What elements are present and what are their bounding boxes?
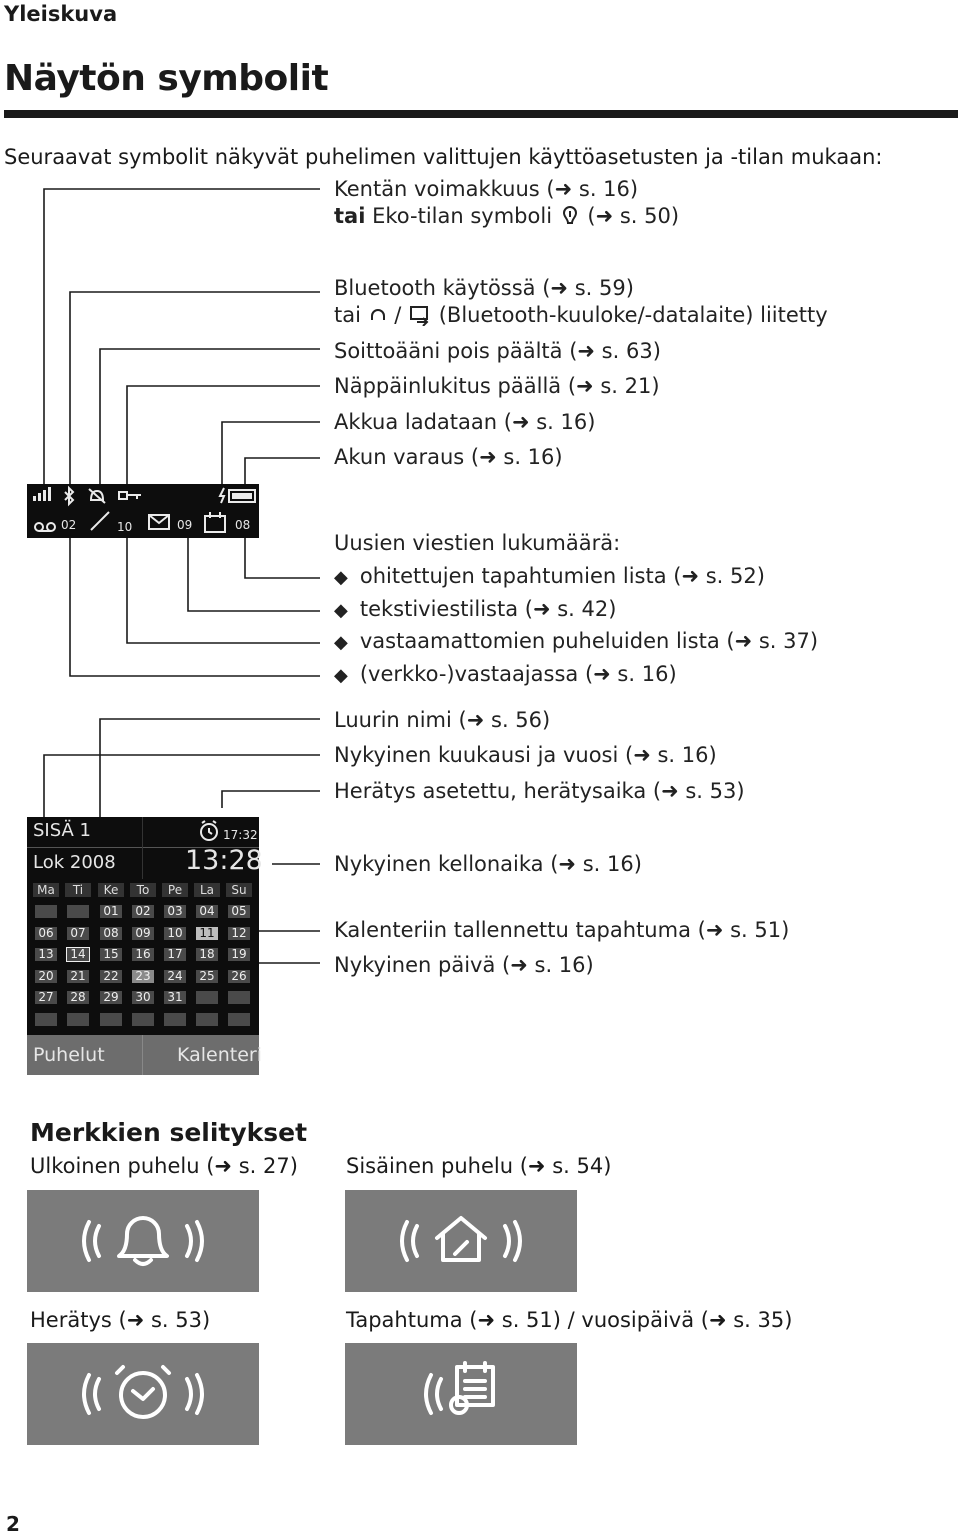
calendar-day[interactable]: 30 <box>132 991 154 1004</box>
weekday-header: Ma <box>33 883 59 897</box>
alarm-panel <box>27 1343 259 1445</box>
sms-count: 09 <box>177 518 193 532</box>
caption-event: Tapahtuma (➜ s. 51) / vuosipäivä (➜ s. 35) <box>346 1308 793 1332</box>
calendar-day[interactable]: 18 <box>196 948 218 961</box>
calendar-day[interactable] <box>132 1013 154 1026</box>
page-number: 2 <box>6 1512 20 1536</box>
weekday-header: La <box>194 883 220 897</box>
calendar-day[interactable]: 28 <box>67 991 89 1004</box>
house-icon <box>345 1190 577 1292</box>
calendar-day[interactable]: 04 <box>196 905 218 918</box>
calendar-day[interactable]: 26 <box>228 970 250 983</box>
label-month-year: Nykyinen kuukausi ja vuosi (➜ s. 16) <box>334 743 717 767</box>
label-keylock: Näppäinlukitus päällä (➜ s. 21) <box>334 374 660 398</box>
charging-icon <box>220 488 255 503</box>
calendar-day[interactable] <box>196 1013 218 1026</box>
label-bt-device: tai / (Bluetooth-kuuloke/-datalaite) liitetty <box>334 303 828 327</box>
section-label: Yleiskuva <box>4 2 118 26</box>
calendar-day[interactable]: 07 <box>67 927 89 940</box>
calendar-day[interactable] <box>67 1013 89 1026</box>
calendar-day[interactable]: 25 <box>196 970 218 983</box>
intro-text: Seuraavat symbolit näkyvät puhelimen valittujen käyttöasetusten ja -tilan mukaan: <box>4 145 883 169</box>
label-calendar-event: Kalenteriin tallennettu tapahtuma (➜ s. 51) <box>334 918 790 942</box>
softkey-calendar[interactable]: Kalenteri <box>177 1044 263 1066</box>
calendar-day[interactable]: 19 <box>228 948 250 961</box>
calendar-day[interactable]: 29 <box>100 991 122 1004</box>
missed-call-icon <box>91 512 109 530</box>
legend-title: Merkkien selitykset <box>30 1118 308 1147</box>
label-eco: tai Eko-tilan symboli (➜ s. 50) <box>334 204 680 228</box>
alarm-clock-icon <box>27 1343 259 1445</box>
calendar-day[interactable]: 05 <box>228 905 250 918</box>
page-title: Näytön symbolit <box>4 58 329 99</box>
calendar-day[interactable]: 02 <box>132 905 154 918</box>
eco-icon <box>559 205 581 227</box>
signal-icon <box>33 487 51 501</box>
calendar-day[interactable]: 12 <box>228 927 250 940</box>
internal-call-panel <box>345 1190 577 1292</box>
calendar-day[interactable] <box>196 991 218 1004</box>
caption-alarm: Herätys (➜ s. 53) <box>30 1308 211 1332</box>
calendar-day[interactable] <box>228 991 250 1004</box>
label-alarm-set: Herätys asetettu, herätysaika (➜ s. 53) <box>334 779 745 803</box>
caption-internal-call: Sisäinen puhelu (➜ s. 54) <box>346 1154 612 1178</box>
label-today: Nykyinen päivä (➜ s. 16) <box>334 953 594 977</box>
headset-icon <box>368 304 388 326</box>
calendar-day[interactable]: 21 <box>67 970 89 983</box>
label-ringer-off: Soittoääni pois päältä (➜ s. 63) <box>334 339 661 363</box>
label-handset-name: Luurin nimi (➜ s. 56) <box>334 708 551 732</box>
calendar-day[interactable]: 23 <box>132 970 154 983</box>
label-clock: Nykyinen kellonaika (➜ s. 16) <box>334 852 642 876</box>
external-call-panel <box>27 1190 259 1292</box>
softkey-calls[interactable]: Puhelut <box>33 1044 105 1066</box>
label-charging: Akkua ladataan (➜ s. 16) <box>334 410 596 434</box>
calendar-day[interactable] <box>228 1013 250 1026</box>
data-device-icon <box>408 304 432 326</box>
weekday-header: Ke <box>98 883 124 897</box>
label-missed-events: ◆ ohitettujen tapahtumien lista (➜ s. 52) <box>334 564 765 588</box>
calendar-day[interactable]: 20 <box>35 970 57 983</box>
calendar-icon <box>345 1343 577 1445</box>
calendar-day[interactable]: 16 <box>132 948 154 961</box>
missed-calls-count: 10 <box>117 520 133 534</box>
label-new-messages: Uusien viestien lukumäärä: <box>334 531 621 555</box>
calendar-day[interactable]: 06 <box>35 927 57 940</box>
calendar-day[interactable]: 08 <box>100 927 122 940</box>
calendar-day[interactable]: 09 <box>132 927 154 940</box>
calendar-day[interactable]: 11 <box>196 927 218 940</box>
calendar-day[interactable]: 27 <box>35 991 57 1004</box>
calendar-day[interactable]: 01 <box>100 905 122 918</box>
weekday-header: To <box>130 883 156 897</box>
event-panel <box>345 1343 577 1445</box>
key-icon <box>119 492 141 499</box>
alarm-time: 17:32 <box>223 828 258 842</box>
calendar-day[interactable]: 15 <box>100 948 122 961</box>
label-battery: Akun varaus (➜ s. 16) <box>334 445 563 469</box>
calendar-day[interactable]: 22 <box>100 970 122 983</box>
calendar-day[interactable]: 03 <box>164 905 186 918</box>
voicemail-icon <box>35 523 55 531</box>
idle-screen <box>27 817 263 1075</box>
calendar-day[interactable]: 13 <box>35 948 57 961</box>
envelope-icon <box>149 515 169 529</box>
calendar-day[interactable] <box>35 905 57 918</box>
bell-icon <box>27 1190 259 1292</box>
calendar-day[interactable] <box>67 905 89 918</box>
clock-time: 13:28 <box>185 845 263 876</box>
caption-external-call: Ulkoinen puhelu (➜ s. 27) <box>30 1154 298 1178</box>
calendar-day[interactable]: 14 <box>67 948 89 961</box>
events-count: 08 <box>235 518 251 532</box>
calendar-day[interactable]: 24 <box>164 970 186 983</box>
weekday-header: Ti <box>65 883 91 897</box>
calendar-small-icon <box>205 512 225 532</box>
weekday-header: Su <box>226 883 252 897</box>
handset-name: SISÄ 1 <box>33 820 91 841</box>
label-bluetooth: Bluetooth käytössä (➜ s. 59) <box>334 276 634 300</box>
calendar-day[interactable] <box>164 1013 186 1026</box>
weekday-header: Pe <box>162 883 188 897</box>
label-voicemail: ◆ (verkko-)vastaajassa (➜ s. 16) <box>334 662 677 686</box>
ringer-off-icon <box>89 489 105 503</box>
label-missed-calls: ◆ vastaamattomien puheluiden lista (➜ s. 37) <box>334 629 819 653</box>
label-signal: Kentän voimakkuus (➜ s. 16) <box>334 177 639 201</box>
voicemail-count: 02 <box>61 518 77 532</box>
calendar-day[interactable] <box>100 1013 122 1026</box>
calendar-day[interactable]: 17 <box>164 948 186 961</box>
month-year: Lok 2008 <box>33 852 116 873</box>
calendar-day[interactable]: 10 <box>164 927 186 940</box>
label-sms: ◆ tekstiviestilista (➜ s. 42) <box>334 597 617 621</box>
calendar-day[interactable]: 31 <box>164 991 186 1004</box>
alarm-icon <box>197 819 221 843</box>
bluetooth-icon <box>65 488 73 504</box>
calendar-day[interactable] <box>35 1013 57 1026</box>
status-bar-screen <box>27 484 259 538</box>
